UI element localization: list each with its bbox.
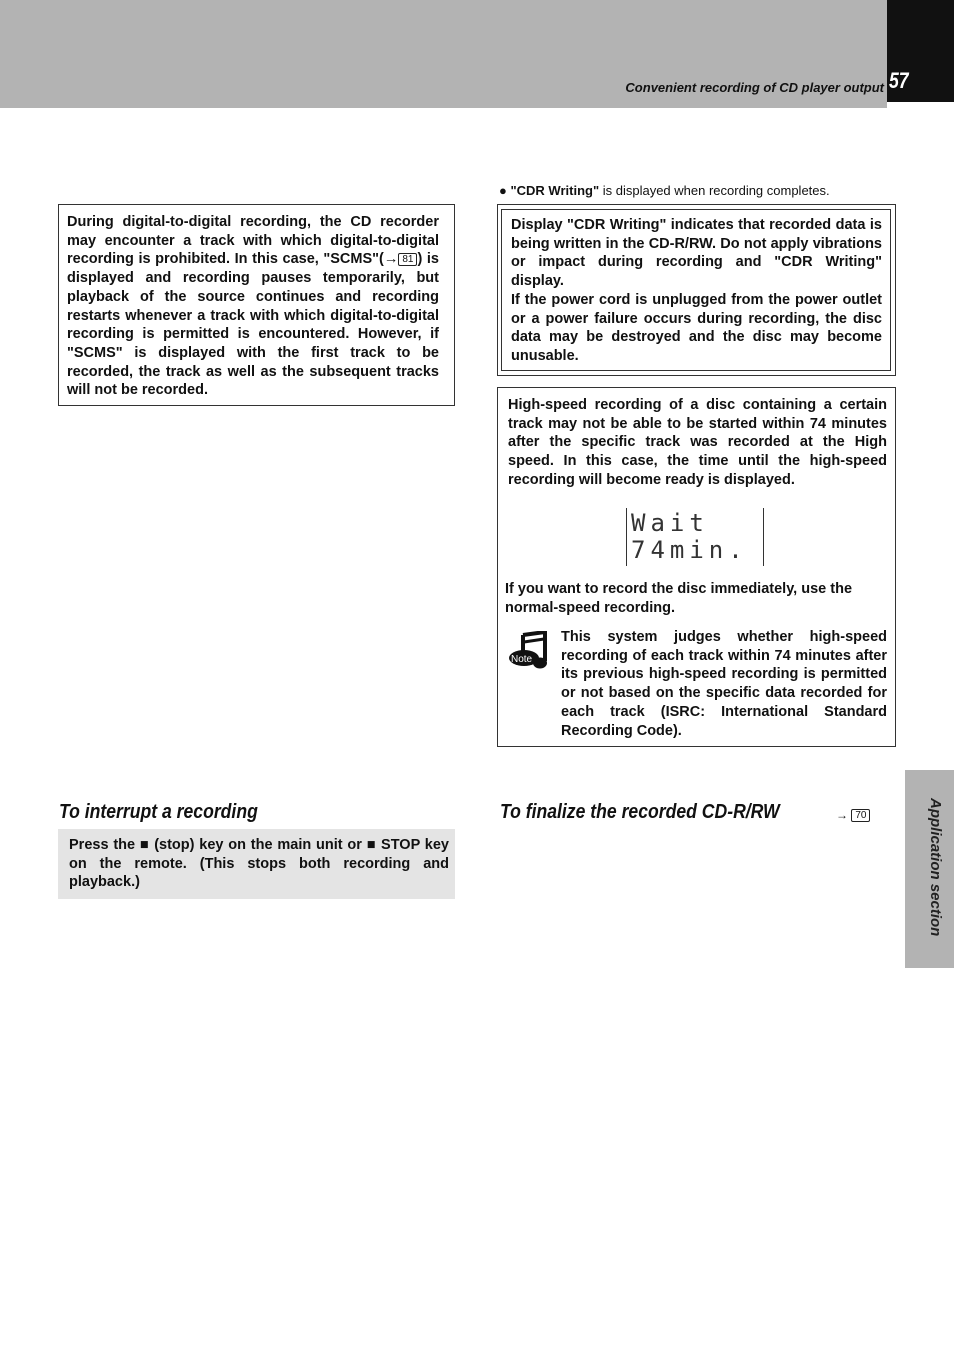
note-icon	[507, 631, 549, 671]
bullet-icon: ●	[499, 183, 507, 198]
arrow-icon: →	[836, 808, 848, 822]
scms-text-part1: During digital-to-digital recording, the CD recorder may encounter a track with which digital-to-digital recording is prohibited. In this case, "SCMS"(	[67, 214, 439, 268]
side-tab-label: Application section	[927, 798, 944, 937]
section-side-tab	[905, 770, 954, 968]
cdr-writing-bullet	[499, 183, 830, 198]
finalize-heading: To finalize the recorded CD-R/RW	[500, 801, 780, 823]
note-text: This system judges whether high-speed recording of each track within 74 minutes after its previous high-speed recording is permitted or not based on the specific data recorded for each track (ISRC: International Standard Recording Code).	[561, 629, 887, 739]
page-number: 57	[889, 68, 909, 93]
cdr-caution-para1: Display "CDR Writing" indicates that recorded data is being written in the CD-R/RW. Do not apply vibrations or impact during recording and "CDR Writing" display.	[511, 217, 882, 290]
scms-text-part2: ) is displayed and recording pauses temporarily, but playback of the source continues and recording restarts whenever a track with which digital-to-digital recording is permitted is encountered. However, if "SCMS" is displayed with the first track to be recorded, the track as well as the subsequent tracks will not be recorded.	[67, 251, 439, 399]
display-line-1: Wait	[631, 509, 709, 537]
running-header-title: Convenient recording of CD player output	[625, 80, 884, 95]
note-label: Note	[511, 654, 533, 665]
cdr-writing-caution-box	[497, 204, 896, 376]
cdr-writing-caution-inner	[501, 209, 891, 371]
scms-caution-box	[58, 204, 455, 406]
cdr-writing-rest: is displayed when recording completes.	[599, 183, 830, 198]
finalize-page-ref	[836, 808, 870, 822]
page-ref-81: 81	[398, 253, 417, 266]
interrupt-instruction-box: Press the ■ (stop) key on the main unit or ■ STOP key on the remote. (This stops both recording and playback.)	[58, 829, 455, 899]
scms-caution-text	[67, 213, 439, 400]
high-speed-intro: High-speed recording of a disc containing a certain track may not be able to be started within 74 minutes after the specific track was recorded at the High speed. In this case, the time until the high-speed recording will become ready is displayed.	[508, 397, 887, 488]
normal-speed-instruction: If you want to record the disc immediately, use the normal-speed recording.	[505, 581, 853, 616]
cdr-writing-highlight: "CDR Writing"	[510, 183, 600, 198]
interrupt-recording-heading: To interrupt a recording	[59, 801, 258, 823]
wait-display-panel	[626, 508, 764, 566]
display-line-2: 74min.	[631, 536, 748, 564]
page-ref-70: 70	[851, 809, 870, 822]
arrow-icon: →	[383, 251, 399, 268]
cdr-caution-para2: If the power cord is unplugged from the power outlet or a power failure occurs during recording, the disc data may be destroyed and the disc may become unusable.	[511, 291, 882, 364]
